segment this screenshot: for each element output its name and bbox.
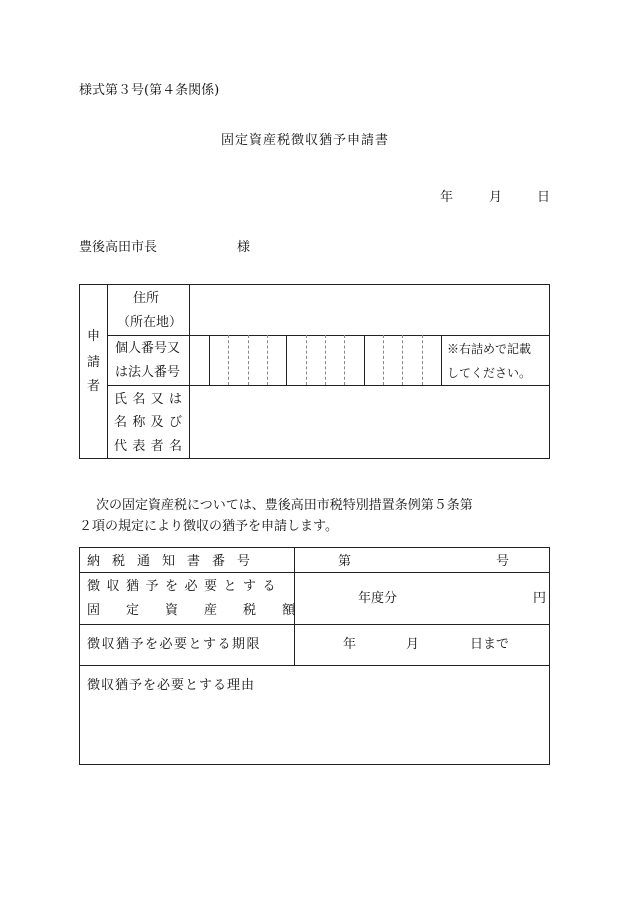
name-label-line3: 代 表 者 名 [114,439,182,454]
applicant-side-label-1: 申 [87,329,101,344]
address-sub-label: （所在地） [117,315,183,330]
period-label: 徴収猶予を必要とする期限 [87,637,262,652]
addressee-name: 豊後高田市長 [79,240,158,255]
body-text-line1: 次の固定資産税については、豊後高田市税特別措置条例第５条第 [96,498,473,513]
number-note-line1: ※右詰めで記載 [447,342,532,356]
date-year-label: 年 [440,190,454,205]
date-month-label: 月 [489,190,503,205]
period-year-label: 年 [343,637,357,652]
date-day-label: 日 [537,190,551,205]
name-label-line1: 氏 名 又 は [114,392,182,407]
notice-number-suffix: 号 [496,554,510,569]
number-label-line1: 個人番号又 [115,341,181,356]
number-note-line2: してください。 [447,366,532,380]
form-title: 固定資産税徴収猶予申請書 [221,133,390,148]
address-label: 住所 [133,291,160,306]
applicant-table [79,284,550,459]
number-label-line2: は法人番号 [115,365,181,380]
address-field[interactable] [190,286,548,334]
applicant-side-label-3: 者 [87,379,101,394]
reason-field[interactable] [81,698,548,763]
addressee-honorific: 様 [237,240,251,255]
tax-table [79,547,550,765]
form-label: 様式第３号(第４条関係) [79,83,220,98]
body-text-line2: ２項の規定により徴収の猶予を申請します。 [79,519,338,534]
name-label-line2: 名 称 及 び [114,415,182,430]
period-month-label: 月 [406,637,420,652]
notice-number-prefix: 第 [338,554,352,569]
period-field[interactable] [296,626,549,664]
amount-label-line1: 徴収猶予を必要とする [87,579,283,594]
amount-field[interactable] [296,574,546,623]
notice-number-field[interactable] [355,549,490,571]
amount-year-suffix: 年度分 [358,591,398,606]
reason-label: 徴収猶予を必要とする理由 [87,678,256,693]
name-field[interactable] [190,386,548,458]
amount-yen-unit: 円 [533,591,547,606]
applicant-side-label-2: 請 [87,355,101,370]
amount-label-line2: 固定資産税額 [87,603,322,618]
notice-number-label: 納税通知書番号 [87,554,263,569]
period-day-label: 日まで [470,637,510,652]
